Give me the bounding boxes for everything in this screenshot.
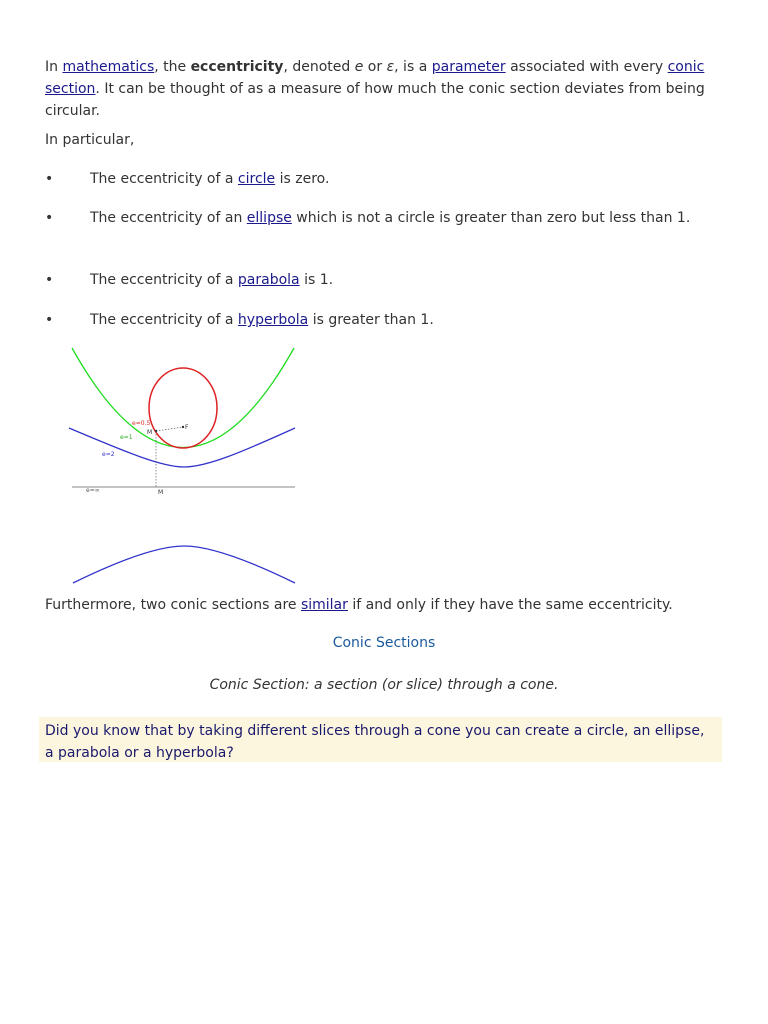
link-conic-sections[interactable]: Conic Sections — [332, 635, 436, 651]
bullet-text: which is not a circle is greater than zero but less than 1. — [291, 210, 691, 226]
intro-text: , denoted — [283, 59, 355, 75]
hyperbola-lower-branch — [73, 546, 295, 583]
bullet-dot: • — [45, 171, 54, 187]
point-m — [155, 430, 157, 432]
bullet-ellipse — [45, 207, 725, 229]
similar-text: Furthermore, two conic sections are — [45, 597, 301, 613]
did-you-know-note: Did you know that by taking different slices through a cone you can create a circle, an ellipse, a parabola or a hyperbola? — [39, 717, 722, 762]
eccentricity-figure — [66, 342, 302, 590]
bullet-circle — [45, 168, 725, 190]
intro-paragraph — [45, 56, 725, 122]
focus-distance-line — [156, 427, 183, 431]
term-eccentricity: eccentricity — [190, 59, 284, 75]
link-conic-section[interactable]: conic section — [45, 59, 705, 97]
bullet-dot: • — [45, 210, 54, 226]
intro-text: , is a — [394, 59, 432, 75]
focus-point — [182, 426, 184, 428]
label-e2: e=2 — [102, 451, 115, 458]
label-e05: e=0.5 — [132, 420, 151, 427]
bullet-hyperbola — [45, 309, 725, 331]
link-similar[interactable]: similar — [300, 597, 348, 613]
label-e1: e=1 — [120, 434, 133, 441]
link-circle[interactable]: circle — [237, 171, 276, 187]
label-m-directrix: M — [158, 489, 164, 496]
link-mathematics[interactable]: mathematics — [62, 59, 155, 75]
bullet-text: The eccentricity of a — [90, 272, 238, 288]
link-parabola[interactable]: parabola — [237, 272, 300, 288]
parabola-curve — [72, 348, 294, 448]
intro-text: or — [363, 59, 387, 75]
bullet-text: is 1. — [299, 272, 334, 288]
intro-text: In — [45, 59, 63, 75]
intro-text: . It can be thought of as a measure of how much the conic section deviates from being circular. — [45, 81, 705, 119]
label-focus-f: F — [185, 424, 189, 431]
link-parameter[interactable]: parameter — [431, 59, 506, 75]
intro-text: , the — [154, 59, 191, 75]
bullet-text: The eccentricity of a — [90, 171, 238, 187]
similar-paragraph — [45, 594, 725, 616]
label-einf: e=∞ — [86, 487, 100, 494]
bullet-dot: • — [45, 312, 54, 328]
bullet-text: The eccentricity of a — [90, 312, 238, 328]
link-ellipse[interactable]: ellipse — [246, 210, 292, 226]
symbol-e: e — [354, 59, 364, 75]
bullet-text: The eccentricity of an — [90, 210, 247, 226]
figure-caption: Conic Section: a section (or slice) through a cone. — [209, 677, 559, 693]
ellipse-curve — [149, 368, 217, 448]
similar-text: if and only if they have the same eccentricity. — [347, 597, 673, 613]
intro-text: associated with every — [505, 59, 668, 75]
symbol-epsilon: ε — [386, 59, 395, 75]
label-m: M — [147, 429, 153, 436]
bullet-text: is greater than 1. — [308, 312, 434, 328]
bullet-dot: • — [45, 272, 54, 288]
link-hyperbola[interactable]: hyperbola — [237, 312, 309, 328]
bullet-text: is zero. — [275, 171, 330, 187]
bullet-parabola — [45, 269, 725, 291]
in-particular-text: In particular, — [45, 132, 135, 148]
